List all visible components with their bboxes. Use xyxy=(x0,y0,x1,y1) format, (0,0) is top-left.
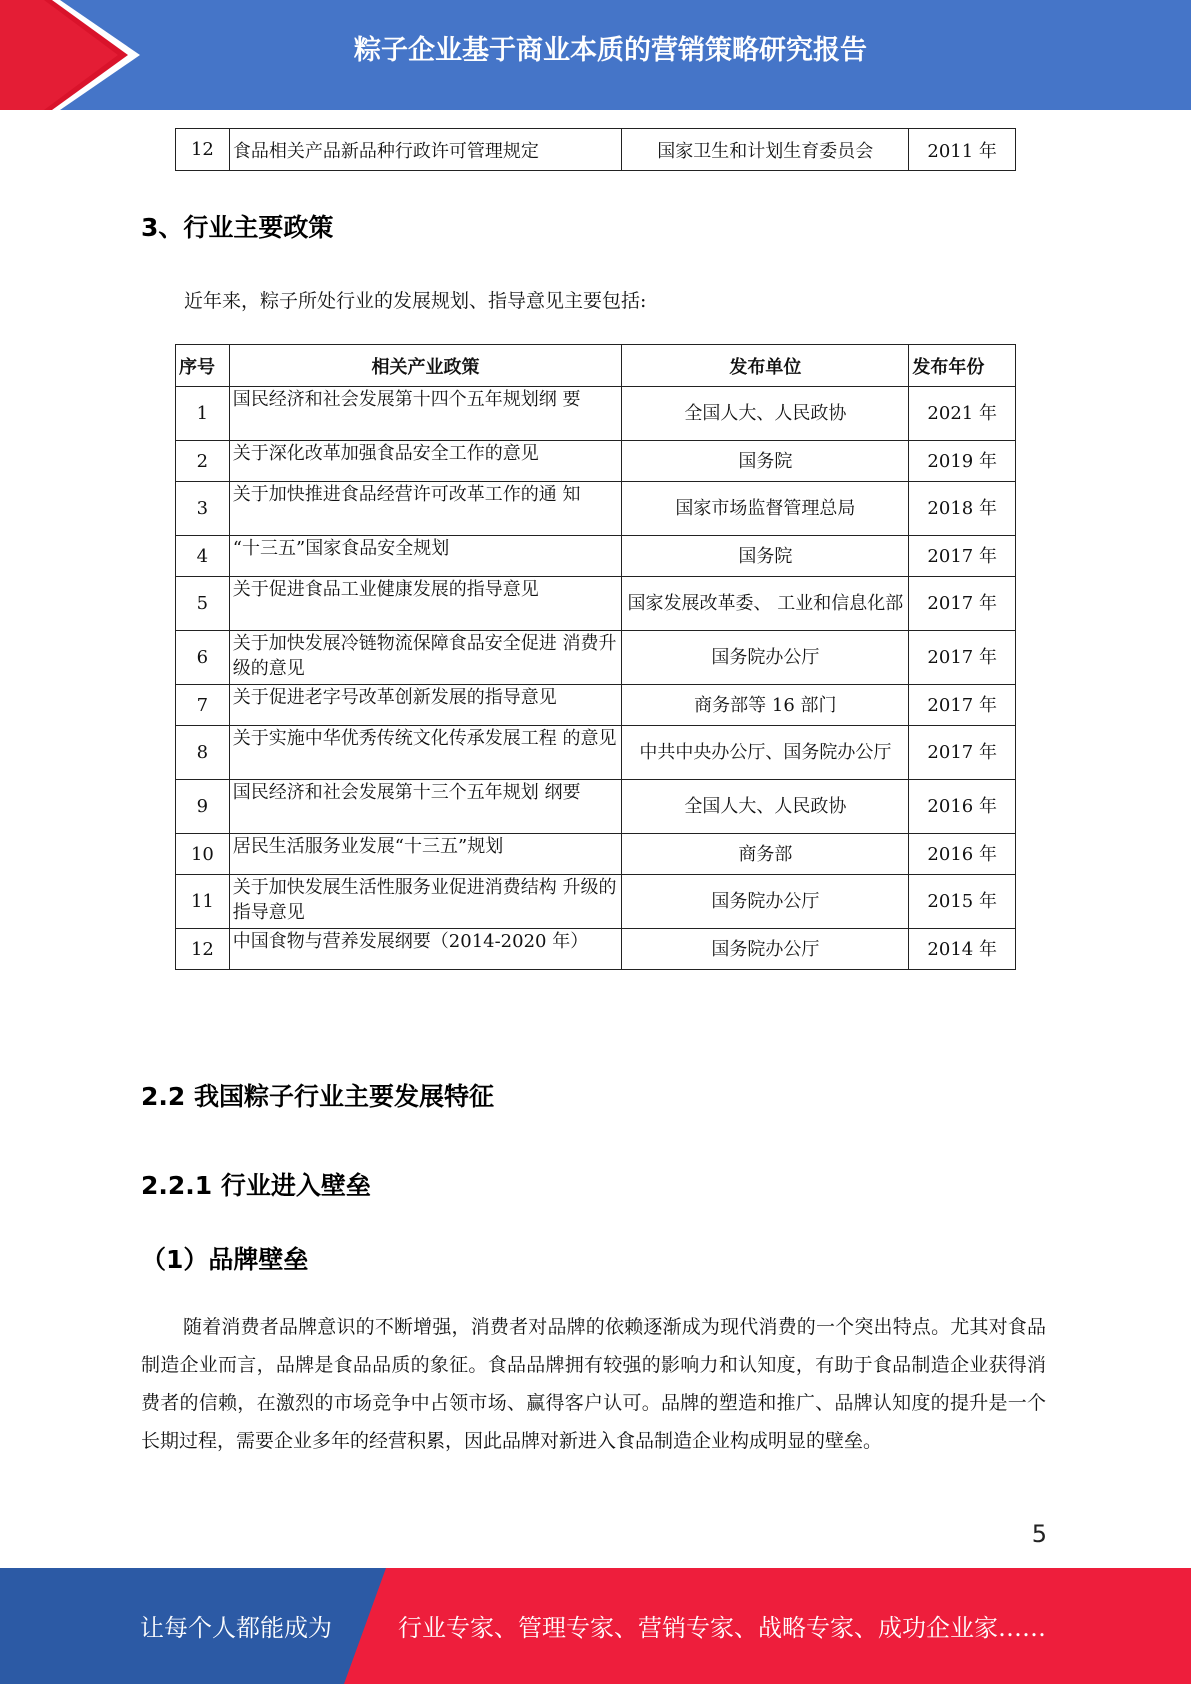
issuing-org: 国务院办公厅 xyxy=(622,631,909,685)
issuing-org: 中共中央办公厅、国务院办公厅 xyxy=(622,726,909,780)
table-row xyxy=(176,129,1016,171)
issue-year: 2017 年 xyxy=(909,577,1016,631)
row-number: 6 xyxy=(176,631,230,685)
issue-year: 2017 年 xyxy=(909,631,1016,685)
policy-name: 关于实施中华优秀传统文化传承发展工程 的意见 xyxy=(229,726,622,780)
row-number: 12 xyxy=(176,929,230,970)
table-row xyxy=(176,685,1016,726)
policy-name: 关于加快发展生活性服务业促进消费结构 升级的指导意见 xyxy=(229,875,622,929)
issuing-org: 商务部等 16 部门 xyxy=(622,685,909,726)
issuing-org: 国家市场监督管理总局 xyxy=(622,482,909,536)
table-row xyxy=(176,726,1016,780)
regulation-name: 食品相关产品新品种行政许可管理规定 xyxy=(229,129,621,171)
row-number: 12 xyxy=(176,129,230,171)
table-header-row xyxy=(176,345,1016,387)
issue-year: 2016 年 xyxy=(909,834,1016,875)
table-row xyxy=(176,780,1016,834)
policy-name: 中国食物与营养发展纲要（2014-2020 年） xyxy=(229,929,622,970)
col-header-no: 序号 xyxy=(176,345,230,387)
policy-name: 关于加快推进食品经营许可改革工作的通 知 xyxy=(229,482,622,536)
row-number: 8 xyxy=(176,726,230,780)
policy-name: 关于深化改革加强食品安全工作的意见 xyxy=(229,441,622,482)
policy-name: 关于促进食品工业健康发展的指导意见 xyxy=(229,577,622,631)
table-row xyxy=(176,482,1016,536)
issue-year: 2014 年 xyxy=(909,929,1016,970)
issuing-org: 全国人大、人民政协 xyxy=(622,780,909,834)
page-footer xyxy=(0,1568,1191,1684)
issuing-org: 国务院办公厅 xyxy=(622,929,909,970)
table-row xyxy=(176,875,1016,929)
issuing-org: 国务院办公厅 xyxy=(622,875,909,929)
row-number: 7 xyxy=(176,685,230,726)
section-heading-2-2-1: 2.2.1 行业进入壁垒 xyxy=(141,1171,371,1200)
row-number: 10 xyxy=(176,834,230,875)
table-row xyxy=(176,834,1016,875)
row-number: 3 xyxy=(176,482,230,536)
issue-year: 2011 年 xyxy=(909,129,1016,171)
page-header xyxy=(0,0,1191,110)
issuing-org: 商务部 xyxy=(622,834,909,875)
issue-year: 2017 年 xyxy=(909,536,1016,577)
row-number: 4 xyxy=(176,536,230,577)
table-row xyxy=(176,577,1016,631)
row-number: 5 xyxy=(176,577,230,631)
continued-regulation-table xyxy=(175,128,1016,171)
policy-name: 关于加快发展冷链物流保障食品安全促进 消费升级的意见 xyxy=(229,631,622,685)
issuing-org: 国家卫生和计划生育委员会 xyxy=(622,129,909,171)
issuing-org: 全国人大、人民政协 xyxy=(622,387,909,441)
issue-year: 2017 年 xyxy=(909,685,1016,726)
issue-year: 2019 年 xyxy=(909,441,1016,482)
row-number: 2 xyxy=(176,441,230,482)
footer-slogan-left: 让每个人都能成为 xyxy=(140,1614,332,1642)
table-row xyxy=(176,929,1016,970)
section-heading-policies: 3、行业主要政策 xyxy=(141,213,334,242)
issuing-org: 国务院 xyxy=(622,441,909,482)
row-number: 1 xyxy=(176,387,230,441)
issue-year: 2018 年 xyxy=(909,482,1016,536)
page-number: 5 xyxy=(1031,1520,1047,1548)
policy-name: 国民经济和社会发展第十三个五年规划 纲要 xyxy=(229,780,622,834)
table-row xyxy=(176,536,1016,577)
section-intro: 近年来，粽子所处行业的发展规划、指导意见主要包括: xyxy=(184,290,647,312)
footer-slogan-right: 行业专家、管理专家、营销专家、战略专家、成功企业家…… xyxy=(398,1614,1046,1642)
policy-table xyxy=(175,344,1016,970)
col-header-year: 发布年份 xyxy=(909,345,1016,387)
policy-name: 国民经济和社会发展第十四个五年规划纲 要 xyxy=(229,387,622,441)
subsection-heading-brand: （1）品牌壁垒 xyxy=(141,1245,309,1274)
policy-name: “十三五”国家食品安全规划 xyxy=(229,536,622,577)
policy-name: 居民生活服务业发展“十三五”规划 xyxy=(229,834,622,875)
policy-name: 关于促进老字号改革创新发展的指导意见 xyxy=(229,685,622,726)
table-row xyxy=(176,387,1016,441)
issuing-org: 国家发展改革委、 工业和信息化部 xyxy=(622,577,909,631)
row-number: 9 xyxy=(176,780,230,834)
section-heading-2-2: 2.2 我国粽子行业主要发展特征 xyxy=(141,1082,494,1111)
brand-paragraph: 随着消费者品牌意识的不断增强，消费者对品牌的依赖逐渐成为现代消费的一个突出特点。尤其对食品制造企业而言，品牌是食品品质的象征。食品品牌拥有较强的影响力和认知度，有助于食品制造企业获得消费者的信赖，在激烈的市场竞争中占领市场、赢得客户认可。品牌的塑造和推广、品牌认知度的提升是一个长期过程，需要企业多年的经营积累，因此品牌对新进入食品制造企业构成明显的壁垒。 xyxy=(141,1316,1046,1452)
issuing-org: 国务院 xyxy=(622,536,909,577)
issue-year: 2016 年 xyxy=(909,780,1016,834)
table-row xyxy=(176,631,1016,685)
table-row xyxy=(176,441,1016,482)
issue-year: 2015 年 xyxy=(909,875,1016,929)
issue-year: 2017 年 xyxy=(909,726,1016,780)
col-header-org: 发布单位 xyxy=(622,345,909,387)
col-header-policy: 相关产业政策 xyxy=(229,345,622,387)
report-title: 粽子企业基于商业本质的营销策略研究报告 xyxy=(354,35,867,66)
row-number: 11 xyxy=(176,875,230,929)
issue-year: 2021 年 xyxy=(909,387,1016,441)
